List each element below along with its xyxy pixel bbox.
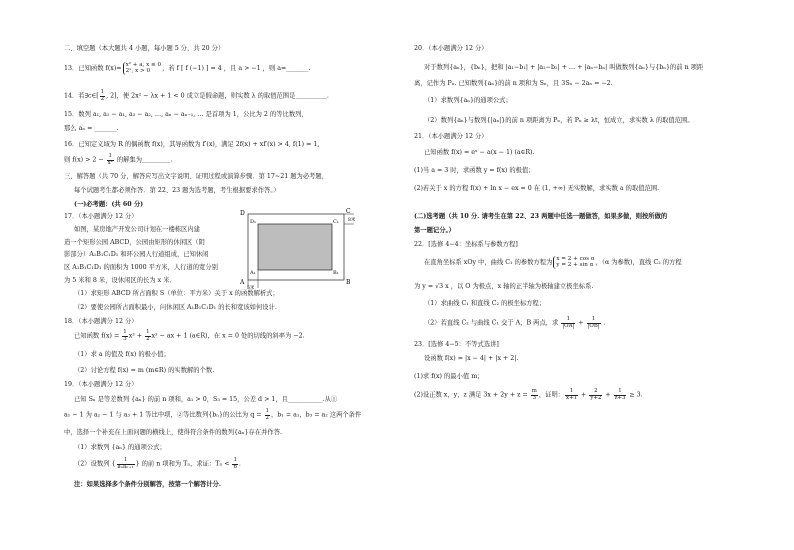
question-22-title: 22．[选修 4−4：坐标系与参数方程] bbox=[414, 241, 518, 248]
question-23-part-2: (2)设正数 x，y，z 满足 3x + 2y + z = $\frac{m}{3}$ ，证明： $\frac{1}{x+1}$ + $\frac{2}{y+2}$ + $\frac{1}{z+3}$ ≥ 3. bbox=[414, 388, 643, 401]
question-22-part-1: （1）求曲线 C₁ 和直线 C₂ 的极坐标方程； bbox=[424, 300, 546, 307]
question-17-part-1: （1）求矩形 ABCD 所占面积 S（单位：平方米）关于 x 的函数解析式； bbox=[74, 290, 279, 297]
question-23-title: 23．[选修 4−5：不等式选讲] bbox=[414, 341, 499, 348]
question-23-stem: 设函数 f(x) = |x − 4| + |x + 2|. bbox=[424, 355, 519, 362]
question-20-line-2: 离，记作为 Pₙ. 已知数列{aₙ}的前 n 项和为 Sₙ，且 3Sₙ − 2aₙ = −2. bbox=[414, 80, 613, 87]
answer-section-heading: 三、解答题（共 70 分，解答应写出文字说明、证明过程或演算步骤．第 17~21 题为必考题， bbox=[64, 173, 329, 180]
label-d1: D₁ bbox=[250, 219, 257, 225]
question-19-part-2: （2）设数列 { $\frac{1}{\text{aₙaₙ₊₁}}$ } 的前 n 项和为 Tₙ，求证：Tₙ < $\frac{1}{6}$ . bbox=[74, 457, 241, 470]
question-22-stem-2: 为 y = √3 x ，以 O 为极点，x 轴的正半轴为极轴建立极坐标系. bbox=[414, 283, 594, 290]
question-22-part-2: （2）若直线 C₂ 与曲线 C₁ 交于 A，B 两点，求 $\frac{1}{|OA|}$ + $\frac{1}{|OB|}$ . bbox=[424, 316, 606, 329]
question-21-part-2: (2)若关于 x 的方程 f(x) + ln x − ex = 0 在 (1, +∞) 无实数解，求实数 a 的取值范围. bbox=[414, 185, 660, 192]
label-b: B bbox=[346, 279, 351, 286]
question-17-line-5: 为 5 米和 8 米，设休闲区的长为 x 米． bbox=[64, 277, 176, 284]
label-a: A bbox=[240, 279, 245, 286]
question-17-line-1: 如图，某房地产开发公司计划在一楼栋区内建 bbox=[74, 226, 200, 233]
question-15-line-2: 那么 aₙ = _______. bbox=[64, 125, 119, 132]
label-b1: B₁ bbox=[333, 270, 339, 276]
question-19-line-1: 已知 Sₙ 是等差数列 {aₙ} 的前 n 项和，a₁ > 0，S₃ = 15，公差 d > 1，且___________.从① bbox=[74, 396, 338, 403]
question-20-title: 20．（本小题满分 12 分） bbox=[414, 45, 488, 52]
question-23-part-1: (1)求 f(x) 的最小值 m； bbox=[414, 373, 484, 380]
fill-in-section-heading: 二、填空题（本大题共 4 小题，每小题 5 分，共 20 分） bbox=[64, 45, 225, 52]
question-14: 14．若∃c∈[ $\frac{1}{2}$ , 2]，使 2x² − λx + 1 < 0 成立是假命题，则实数 λ 的取值范围是__________. bbox=[64, 89, 329, 102]
question-20-part-1: （1）求数列{aₙ}的通项公式； bbox=[424, 97, 512, 104]
question-13: 13．已知函数 f(x)= x² + a, x ≤ 0 2ˣ, x > 0 ，若 f [ f (−1) ] = 4 ，且 a > −1 ，则 a=_______. bbox=[64, 62, 311, 75]
question-21-title: 21．（本小题满分 12 分） bbox=[414, 133, 488, 140]
question-20-part-2: （2）数列{aₙ}与数列{|aₙ|}的前 n 项距离为 Pₙ，若 Pₙ ≥ λt，恒成立，求实数 λ 的取值范围。 bbox=[424, 117, 694, 124]
question-18-part-1: （1）求 a 的值及 f(x) 的极小值； bbox=[74, 351, 170, 358]
label-c: C bbox=[346, 208, 351, 215]
elective-heading-line-2: 第一题记分。） bbox=[414, 227, 455, 234]
question-18-title: 18．（本小题满分 12 分） bbox=[64, 318, 138, 325]
question-17-title: 17．（本小题满分 12 分） bbox=[64, 213, 138, 220]
label-c1: C₁ bbox=[333, 219, 339, 225]
question-19-line-2: a₁ − 1 为 a₂ − 1 与 a₃ + 1 等比中项，②等比数列{bₙ}的公比为 q = $\frac{1}{2}$ ，b₁ = a₁，b₃ = a₂ 这两个条件 bbox=[64, 408, 362, 421]
inner-rectangle-a1b1c1d1 bbox=[258, 224, 332, 270]
label-width-5: 5米 bbox=[247, 286, 255, 290]
required-part-heading: (一)必考题：(共 60 分) bbox=[74, 201, 144, 208]
question-15-line-1: 15．数列 a₁, a₂ − a₁, a₃ − a₂, …, aₙ − aₙ₋₁, … 是首项为 1，公比为 2 的等比数列， bbox=[64, 111, 308, 118]
park-diagram bbox=[236, 208, 360, 290]
label-a1: A₁ bbox=[250, 270, 256, 276]
question-19-note: 注：如果选择多个条件分别解答，按第一个解答计分. bbox=[74, 481, 222, 488]
question-17-line-3: 影部分）A₁B₁C₁D₁ 和环公园人行道组成，已知休闲 bbox=[64, 251, 209, 258]
question-19-title: 19．（本小题满分 12 分） bbox=[64, 381, 138, 388]
question-16-line-1: 16．已知定义域为 R 的偶函数 f(x)，其导函数为 f′(x)，满足 2f(x) + xf′(x) > 4, f(1) = 1, bbox=[64, 141, 320, 148]
question-16-line-2: 则 f(x) > 2 − $\frac{1}{\text{x²}}$ 的解集为_________. bbox=[64, 153, 173, 166]
question-18-part-2: （2）讨论方程 f(x) = m (m∈R) 的实数解的个数. bbox=[74, 367, 215, 374]
question-17-line-2: 造一个矩形公园 ABCD，公园由矩形的休闲区（阴 bbox=[64, 239, 205, 246]
label-d: D bbox=[240, 210, 245, 217]
question-21-part-1: (1)当 a = 3 时，求函数 y = f(x) 的极值； bbox=[414, 167, 535, 174]
question-21-stem: 已知函数 f(x) = eˣ − a(x − 1) (a∈R). bbox=[424, 149, 535, 156]
question-19-line-3: 中，选择一个补充在上面问题的横线上，使得符合条件的数列{aₙ}存在并作答. bbox=[64, 429, 282, 436]
question-18-stem: 已知函数 f(x) = $\frac{1}{3}$ x³ + $\frac{1}{2}$ x² − ax + 1 (a∈R)，在 x = 0 处的切线的斜率为 −2. bbox=[74, 329, 305, 342]
elective-heading-line-1: (二)选考题（共 10 分. 请考生在第 22、23 两题中任选一题做答，如果多做，则按所做的 bbox=[414, 213, 668, 220]
question-20-line-1: 对于数列{aₙ}，{bₙ}，把和 |a₁−b₁| + |a₂−b₂| + … + |aₙ−bₙ| 叫做数列{aₙ}与{bₙ}的前 n 项距 bbox=[424, 64, 704, 71]
question-19-part-1: （1）求数列 {aₙ} 的通项公式； bbox=[74, 444, 166, 451]
answer-section-note: 每个试题考生都必须作答．第 22、23 题为选考题，考生根据要求作答。） bbox=[74, 187, 280, 194]
label-width-8: 8米 bbox=[348, 218, 356, 223]
question-22-stem-1: 在直角坐标系 xOy 中，曲线 C₁ 的参数方程为 x = 2 + cos α y = 2 + sin α ，（α 为参数)，直线 C₂ 的方程 bbox=[424, 256, 682, 269]
question-17-line-4: 区 A₁B₁C₁D₁ 的面积为 1000 平方米，人行道的宽分别 bbox=[64, 264, 218, 271]
question-17-part-2: （2）要使公园所占面积最小，问休闲区 A₁B₁C₁D₁ 的长和宽该如何设计. bbox=[74, 304, 277, 311]
